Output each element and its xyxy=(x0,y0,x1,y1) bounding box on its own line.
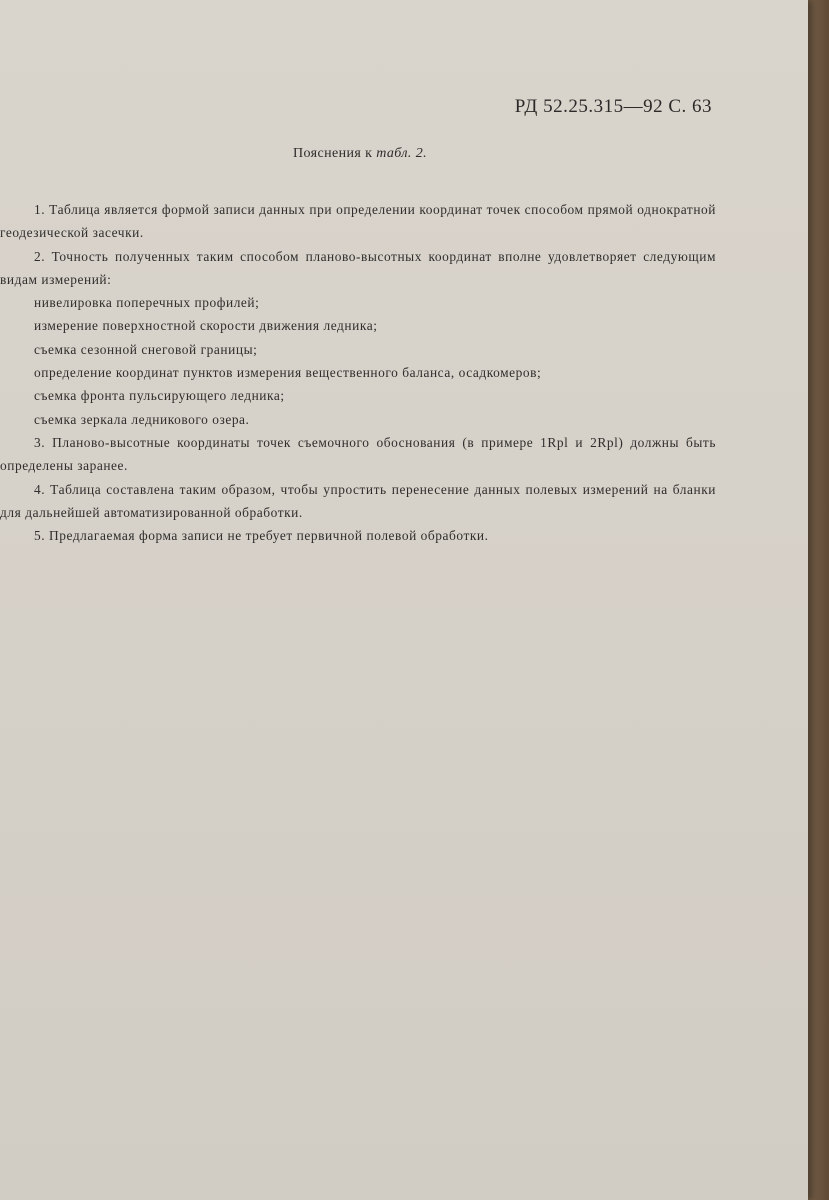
list-item: съемка фронта пульсирующего ледника; xyxy=(34,388,285,404)
list-item: определение координат пунктов измерения вещественного баланса, осадкомеров; xyxy=(34,365,542,381)
list-item: нивелировка поперечных профилей; xyxy=(34,295,260,311)
section-title-table-ref: табл. 2. xyxy=(376,146,427,161)
list-item: измерение поверхностной скорости движения ледника; xyxy=(34,318,378,334)
paragraph-5: 5. Предлагаемая форма записи не требует первичной полевой обработки. xyxy=(34,528,489,544)
list-item: съемка сезонной снеговой границы; xyxy=(34,341,258,357)
page-header: РД 52.25.315—92 С. 63 xyxy=(514,96,712,117)
paragraph-4: 4. Таблица составлена таким образом, чтобы упростить перенесение данных полевых измерений на бланки для дальнейшей автоматизированной обработки. xyxy=(0,481,716,520)
section-title-prefix: Пояснения к xyxy=(292,146,377,161)
list-item: съемка зеркала ледникового озера. xyxy=(34,411,250,427)
paragraph-1: 1. Таблица является формой записи данных при определении координат точек способом прямой однократной геодезической засечки. xyxy=(0,202,716,241)
section-title xyxy=(0,146,720,162)
paragraph-3: 3. Планово-высотные координаты точек съемочного обоснования (в примере 1Rpl и 2Rpl) должны быть определены заранее. xyxy=(0,434,716,474)
explanations-body xyxy=(0,198,716,547)
paragraph-2: 2. Точность полученных таким способом планово-высотных координат вполне удовлетворяет следующим видам измерений: xyxy=(0,248,716,287)
